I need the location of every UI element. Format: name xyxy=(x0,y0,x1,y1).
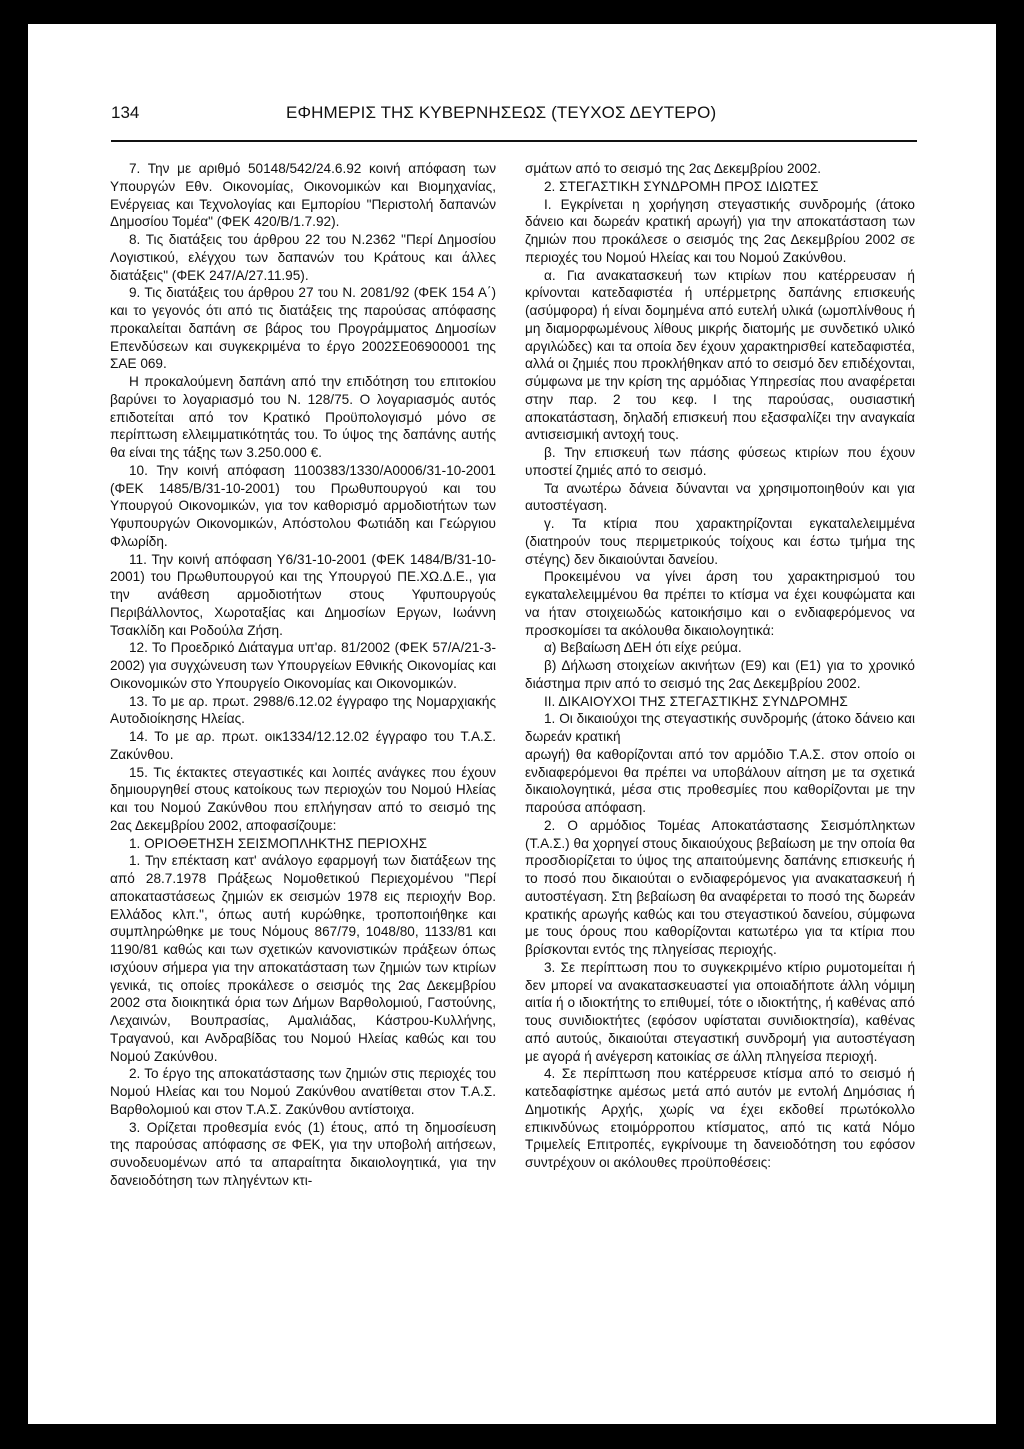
paragraph: 15. Τις έκτακτες στεγαστικές και λοιπές ανάγκες που έχουν δημιουργηθεί στους κατοίκους των περιοχών του Νομού Ηλείας και του Νομού Ζακύνθου που επλήγησαν από το σεισμό της 2ας Δεκεμβρίου 2002, αποφασίζουμε: xyxy=(110,764,496,833)
paragraph: γ. Τα κτίρια που χαρακτηρίζονται εγκαταλελειμμένα (διατηρούν τους περιμετρικούς τοίχους και έστω τμήμα της στέγης) δεν δικαιούνται δανείου. xyxy=(525,516,915,567)
paragraph: 2. Το έργο της αποκατάστασης των ζημιών στις περιοχές του Νομού Ηλείας και του Νομού Ζακύνθου ανατίθεται στον Τ.Α.Σ. Βαρθολομιού και στον Τ.Α.Σ. Ζακύνθου αντίστοιχα. xyxy=(110,1066,496,1117)
paragraph: Τα ανωτέρω δάνεια δύνανται να χρησιμοποιηθούν και για αυτοστέγαση. xyxy=(525,480,915,514)
paragraph: 4. Σε περίπτωση που κατέρρευσε κτίσμα από το σεισμό ή κατεδαφίστηκε αμέσως μετά από αυτόν με εντολή Δημόσιας ή Δημοτικής Αρχής, χωρίς να έχει εκδοθεί πρωτόκολλο επικινδύνως ετοιμόρροπου κτίσματος, από τις κατά Νόμο Τριμελείς Επιτροπές, εγκρίνουμε τη δανειοδότηση του εφόσον συντρέχουν οι ακόλουθες προϋποθέσεις: xyxy=(525,1066,915,1170)
section-heading: 2. ΣΤΕΓΑΣΤΙΚΗ ΣΥΝΔΡΟΜΗ ΠΡΟΣ ΙΔΙΩΤΕΣ xyxy=(544,178,819,194)
page-header xyxy=(111,103,919,127)
right-column xyxy=(525,160,915,1172)
paragraph: 7. Την με αριθμό 50148/542/24.6.92 κοινή απόφαση των Υπουργών Εθν. Οικονομίας, Οικονομικών και Βιομηχανίας, Ενέργειας και Τεχνολογίας και Εμπορίου "Περιστολή δαπανών Δημοσίου Τομέα" (ΦΕΚ 420/Β/1.7.92). xyxy=(110,161,496,230)
paragraph: 9. Τις διατάξεις του άρθρου 27 του Ν. 2081/92 (ΦΕΚ 154 Α΄) και το γεγονός ότι από τις διατάξεις της παρούσας απόφασης προκαλείται δαπάνη σε βάρος του Προγράμματος Δημοσίων Επενδύσεων και συγκεκριμένα το έργο 2002ΣΕ06900001 της ΣΑΕ 069. xyxy=(110,285,496,372)
paragraph: Ι. Εγκρίνεται η χορήγηση στεγαστικής συνδρομής (άτοκο δάνειο και δωρεάν κρατική αρωγή) για την αποκατάσταση των ζημιών που προκάλεσε ο σεισμός της 2ας Δεκεμβρίου 2002 σε περιοχές του Νομού Ηλείας και του Νομού Ζακύνθου. xyxy=(525,196,915,265)
page-number: 134 xyxy=(111,103,140,122)
paragraph: 10. Την κοινή απόφαση 1100383/1330/Α0006/31-10-2001 (ΦΕΚ 1485/Β/31-10-2001) του Πρωθυπουργού και του Υπουργού Οικονομικών, για τον καθορισμό αρμοδιοτήτων των Υφυπουργών Οικονομικών, Απόστολου Φωτιάδη και Γεώργιου Φλωρίδη. xyxy=(110,462,496,549)
paragraph: 1. Οι δικαιούχοι της στεγαστικής συνδρομής (άτοκο δάνειο και δωρεάν κρατική xyxy=(525,711,915,744)
paragraph: Προκειμένου να γίνει άρση του χαρακτηρισμού του εγκαταλελειμμένου θα πρέπει το κτίσμα να έχει κουφώματα και να ήταν στοιχειωδώς κατοικήσιμο και ο ενδιαφερόμενος να προσκομίσει τα ακόλουθα δικαιολογητικά: xyxy=(525,569,915,638)
section-heading: 1. ΟΡΙΟΘΕΤΗΣΗ ΣΕΙΣΜΟΠΛΗΚΤΗΣ ΠΕΡΙΟΧΗΣ xyxy=(129,835,428,851)
paragraph: 11. Την κοινή απόφαση Υ6/31-10-2001 (ΦΕΚ 1484/Β/31-10-2001) του Πρωθυπουργού και της Υπουργού ΠΕ.ΧΩ.Δ.Ε., για την ανάθεση αρμοδιοτήτων στους Υφυπουργούς Περιβάλλοντος, Χωροταξίας και Δημοσίων Εργων, Ιωάννη Τσακλίδη και Ροδούλα Ζήση. xyxy=(110,551,496,638)
paragraph: α) Βεβαίωση ΔΕΗ ότι είχε ρεύμα. xyxy=(544,640,742,656)
paragraph: α. Για ανακατασκευή των κτιρίων που κατέρρευσαν ή κρίνονται κατεδαφιστέα ή υπέρμετρης δαπάνης επισκευής (ασύμφορα) ή είναι δομημένα από ευτελή υλικά (ωμοπλίνθους ή μη διαμορφωμένους λίθους μικρής διατομής με συνδετικό υλικό αργιλώδες) και τα οποία δεν έχουν χαρακτηρισθεί κατεδαφιστέα, αλλά οι ζημιές που προκλήθηκαν από το σεισμό δεν επιδέχονται, σύμφωνα με την κρίση της αρμόδιας Υπηρεσίας που αναφέρεται στην παρ. 2 του κεφ. Ι της παρούσας, ουσιαστική αποκατάσταση, δηλαδή επισκευή που εξασφαλίζει την αναγκαία αντισεισμική αντοχή τους. xyxy=(525,267,915,443)
paragraph-continuation: σμάτων από το σεισμό της 2ας Δεκεμβρίου 2002. xyxy=(525,161,822,176)
paragraph: β) Δήλωση στοιχείων ακινήτων (Ε9) και (Ε1) για το χρονικό διάστημα πριν από το σεισμό της 2ας Δεκεμβρίου 2002. xyxy=(525,658,915,691)
header-rule xyxy=(111,140,917,142)
paragraph: 1. Την επέκταση κατ' ανάλογο εφαρμογή των διατάξεων της από 28.7.1978 Πράξεως Νομοθετικού Περιεχομένου "Περί αποκαταστάσεως ζημιών εκ σεισμών 1978 εις περιοχήν Βορ. Ελλάδος κλπ.", όπως αυτή κυρώθηκε, τροποποιήθηκε και συμπληρώθηκε με τους Νόμους 867/79, 1048/80, 1133/81 και 1190/81 καθώς και των σχετικών κανονιστικών πράξεων όπως ισχύουν σήμερα για την αποκατάσταση των ζημιών των κτιρίων γενικά, τις οποίες προκάλεσε ο σεισμός της 2ας Δεκεμβρίου 2002 στα διοικητικά όρια των Δήμων Βαρθολομιού, Γαστούνης, Λεχαινών, Βουπρασίας, Αμαλιάδας, Κάστρου-Κυλλήνης, Τραγανού, και Ανδραβίδας του Νομού Ηλείας καθώς και του Νομού Ζακύνθου. xyxy=(110,853,496,1064)
paragraph: 12. Το Προεδρικό Διάταγμα υπ'αρ. 81/2002 (ΦΕΚ 57/Α/21-3-2002) για συγχώνευση των Υπουργείων Εθνικής Οικονομίας και Οικονομικών στο Υπουργείο Οικονομίας και Οικονομικών. xyxy=(110,640,496,691)
paragraph: 3. Ορίζεται προθεσμία ενός (1) έτους, από τη δημοσίευση της παρούσας απόφασης σε ΦΕΚ, για την υποβολή αιτήσεων, συνοδευομένων από τα απαραίτητα δικαιολογητικά, για την δανειοδότηση των πληγέντων κτι- xyxy=(110,1119,496,1188)
paragraph: β. Την επισκευή των πάσης φύσεως κτιρίων που έχουν υποστεί ζημιές από το σεισμό. xyxy=(525,445,915,478)
section-heading: ΙΙ. ΔΙΚΑΙΟΥΧΟΙ ΤΗΣ ΣΤΕΓΑΣΤΙΚΗΣ ΣΥΝΔΡΟΜΗΣ xyxy=(544,693,848,709)
paragraph: αρωγή) θα καθορίζονται από τον αρμόδιο Τ.Α.Σ. στον οποίο οι ενδιαφερόμενοι θα πρέπει να υποβάλουν αίτηση με τα σχετικά δικαιολογητικά, μέσα στις προθεσμίες που καθορίζονται με την παρούσα απόφαση. xyxy=(525,746,915,815)
running-title: ΕΦΗΜΕΡΙΣ ΤΗΣ ΚΥΒΕΡΝΗΣΕΩΣ (ΤΕΥΧΟΣ ΔΕΥΤΕΡΟ) xyxy=(286,103,717,122)
left-column xyxy=(110,160,496,1190)
paragraph: 2. Ο αρμόδιος Τομέας Αποκατάστασης Σεισμόπληκτων (Τ.Α.Σ.) θα χορηγεί στους δικαιούχους βεβαίωση με την οποία θα προσδιορίζεται το ύψος της απαιτούμενης δαπάνης επισκευής ή το ποσό που δικαιούται ο ενδιαφερόμενος για ανακατασκευή ή αυτοστέγαση. Στη βεβαίωση θα αναφέρεται το ποσό της δωρεάν κρατικής αρωγής καθώς και του στεγαστικού δανείου, σύμφωνα με τους όρους που καθορίζονται κατωτέρω για τα κτίρια που βρίσκονται εντός της πληγείσας περιοχής. xyxy=(525,817,915,957)
paragraph: Η προκαλούμενη δαπάνη από την επιδότηση του επιτοκίου βαρύνει το λογαριασμό του Ν. 128/75. Ο λογαριασμός αυτός επιδοτείται από τον Κρατικό Προϋπολογισμό μόνο σε περίπτωση ελλειμματικότητάς του. Το ύψος της δαπάνης αυτής θα είναι της τάξης των 3.250.000 €. xyxy=(110,374,496,460)
paragraph: 13. Το με αρ. πρωτ. 2988/6.12.02 έγγραφο της Νομαρχιακής Αυτοδιοίκησης Ηλείας. xyxy=(110,693,496,727)
paragraph: 14. Το με αρ. πρωτ. οικ1334/12.12.02 έγγραφο του Τ.Α.Σ. Ζακύνθου. xyxy=(110,729,496,762)
paragraph: 8. Τις διατάξεις του άρθρου 22 του Ν.2362 "Περί Δημοσίου Λογιστικού, ελέγχου των δαπανών του Κράτους και άλλες διατάξεις" (ΦΕΚ 247/Α/27.11.95). xyxy=(110,232,496,283)
paragraph: 3. Σε περίπτωση που το συγκεκριμένο κτίριο ρυμοτομείται ή δεν μπορεί να ανακατασκευαστεί για οποιαδήποτε άλλη νόμιμη αιτία ή ο ιδιοκτήτης το επιθυμεί, τότε ο ιδιοκτήτης, ή καθένας από τους συνιδιοκτήτες (εφόσον υφίσταται συνιδιοκτησία), καθένας από αυτούς, δικαιούται στεγαστική συνδρομή για αυτοστέγαση με αγορά ή ανέγερση κατοικίας σε άλλη πληγείσα περιοχή. xyxy=(525,959,915,1064)
